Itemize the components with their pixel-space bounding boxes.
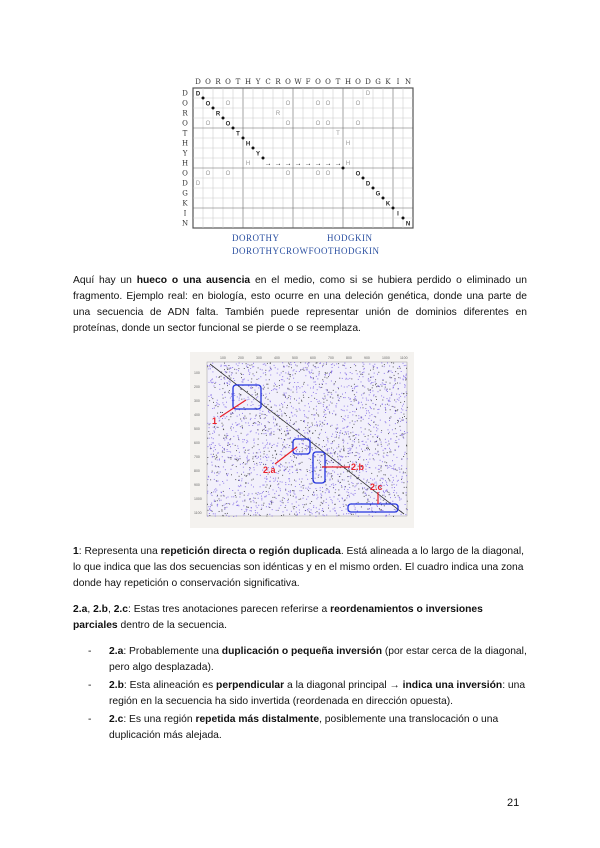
path-letter: G	[375, 191, 381, 198]
top-letter: T	[235, 78, 241, 86]
x-tick-label: 200	[238, 356, 244, 360]
top-letter: K	[385, 78, 391, 86]
match-dot: H	[345, 141, 351, 147]
match-dot: O	[205, 121, 211, 127]
match-dot: O	[205, 171, 211, 177]
arrow-icon: →	[274, 160, 282, 168]
path-letter: I	[397, 211, 399, 218]
x-tick-label: 400	[274, 356, 280, 360]
side-letter: D	[182, 89, 188, 98]
x-tick-label: 900	[364, 356, 370, 360]
match-dot: D	[365, 91, 371, 97]
match-dot: O	[225, 101, 231, 107]
path-letter: O	[355, 171, 361, 178]
match-dot: D	[195, 181, 201, 187]
match-dot: R	[275, 111, 281, 117]
path-dot	[402, 217, 405, 220]
arrow-icon: →	[264, 160, 272, 168]
top-letter: R	[215, 78, 221, 86]
top-letter: D	[195, 78, 201, 86]
dotplot-dorothy-hodgkin	[180, 74, 420, 234]
caption-seq-b: DOROTHYCROWFOOTHODGKIN	[232, 246, 380, 256]
path-dot	[372, 187, 375, 190]
label-2a: 2.a	[263, 465, 276, 475]
y-tick-label: 1000	[194, 497, 202, 501]
paragraph-repeticion: 1: Representa una repetición directa o región duplicada. Está alineada a lo largo de la diagonal, lo que indica que las dos secuencias son idénticas y en el mismo orden. El cuadro indica una zona donde hay repetición o conservación significativa.	[73, 546, 525, 589]
match-dot: H	[345, 161, 351, 167]
x-tick-label: 300	[256, 356, 262, 360]
path-letter: H	[245, 141, 251, 148]
arrow-icon: →	[294, 160, 302, 168]
top-letter: C	[265, 78, 271, 86]
path-letter: O	[205, 101, 211, 108]
y-tick-label: 200	[194, 385, 200, 389]
x-tick-label: 700	[328, 356, 334, 360]
side-letter: O	[182, 99, 188, 108]
paragraph-reordenamientos: 2.a, 2.b, 2.c: Estas tres anotaciones parecen referirse a reordenamientos o inversiones parciales dentro de la secuencia.	[73, 604, 483, 631]
x-tick-label: 1100	[400, 356, 408, 360]
side-letter: T	[182, 129, 188, 138]
top-letter: O	[355, 78, 361, 86]
match-dot: O	[225, 171, 231, 177]
top-letter: D	[365, 78, 371, 86]
top-letter: Y	[255, 78, 261, 86]
side-letter: O	[182, 169, 188, 178]
dotplot-sequence-figure	[190, 352, 414, 528]
y-tick-label: 800	[194, 469, 200, 473]
y-tick-label: 1100	[194, 511, 202, 515]
path-dot	[262, 157, 265, 160]
side-letter: D	[182, 179, 188, 188]
side-letter: R	[182, 109, 188, 118]
path-dot	[252, 147, 255, 150]
path-letter: O	[225, 121, 231, 128]
top-letter: O	[325, 78, 331, 86]
top-letter: F	[305, 78, 311, 86]
path-dot	[382, 197, 385, 200]
match-dot: O	[315, 171, 321, 177]
y-tick-label: 300	[194, 399, 200, 403]
arrow-icon: →	[304, 160, 312, 168]
page-number: 21	[507, 797, 520, 809]
x-tick-label: 500	[292, 356, 298, 360]
side-letter: Y	[182, 149, 188, 158]
top-letter: O	[205, 78, 211, 86]
match-dot: O	[355, 101, 361, 107]
list-item: - 2.c: Es una región repetida más distalmente, posiblemente una translocación o una duplicación más alejada.	[88, 712, 528, 744]
match-dot: O	[285, 171, 291, 177]
path-dot	[362, 177, 365, 180]
top-letter: N	[404, 78, 412, 86]
path-dot	[342, 167, 345, 170]
y-tick-label: 500	[194, 427, 200, 431]
label-2c: 2.c	[370, 482, 383, 492]
label-1: 1	[212, 416, 218, 426]
x-tick-label: 1000	[382, 356, 390, 360]
path-letter: D	[365, 181, 371, 188]
match-dot: O	[325, 171, 331, 177]
top-letter: O	[285, 78, 291, 86]
y-tick-label: 700	[194, 455, 200, 459]
arrow-icon: →	[314, 160, 322, 168]
y-tick-label: 600	[194, 441, 200, 445]
side-letter: H	[181, 139, 189, 148]
match-dot: O	[355, 121, 361, 127]
path-letter: T	[236, 131, 240, 138]
match-dot: O	[315, 101, 321, 107]
top-letter: T	[335, 78, 341, 86]
y-tick-label: 900	[194, 483, 200, 487]
path-dot	[202, 97, 205, 100]
caption-seq-a-left: DOROTHY	[232, 233, 280, 243]
top-letter: R	[275, 78, 281, 86]
path-letter: D	[195, 91, 201, 98]
path-letter: Y	[255, 151, 261, 158]
top-letter: G	[375, 78, 381, 86]
path-letter: N	[405, 221, 411, 228]
y-tick-label: 100	[194, 371, 200, 375]
match-dot: H	[245, 161, 251, 167]
list-item: - 2.a: Probablemente una duplicación o pequeña inversión (por estar cerca de la diagonal, pero algo desplazada).	[88, 644, 528, 676]
path-dot	[222, 117, 225, 120]
match-dot: O	[285, 121, 291, 127]
match-dot: O	[325, 101, 331, 107]
top-letter: W	[294, 78, 302, 86]
path-dot	[212, 107, 215, 110]
path-dot	[232, 127, 235, 130]
arrow-icon: →	[284, 160, 292, 168]
x-tick-label: 100	[220, 356, 226, 360]
side-letter: H	[181, 159, 189, 168]
paragraph-hueco: Aquí hay un hueco o una ausencia en el medio, como si se hubiera perdido o eliminado un fragmento. Ejemplo real: en biología, esto ocurre en una deleción genética, donde una parte de una secuencia de ADN falta. También puede representar unión de dominios diferentes en proteínas, donde un sector funcional se pierde o se reemplaza.	[73, 275, 527, 334]
match-dot: O	[285, 101, 291, 107]
match-dot: O	[325, 121, 331, 127]
side-letter: K	[182, 199, 188, 208]
y-tick-label: 400	[194, 413, 200, 417]
top-letter: O	[225, 78, 231, 86]
top-letter: H	[244, 78, 252, 86]
arrow-icon: →	[334, 160, 342, 168]
match-dot: O	[315, 121, 321, 127]
top-letter: H	[344, 78, 352, 86]
label-2b: 2.b	[351, 462, 365, 472]
top-letter: O	[315, 78, 321, 86]
side-letter: G	[182, 189, 188, 198]
side-letter: O	[182, 119, 188, 128]
x-tick-label: 800	[346, 356, 352, 360]
bullet-list	[88, 644, 528, 746]
path-dot	[242, 137, 245, 140]
caption-seq-a-right: HODGKIN	[327, 233, 373, 243]
side-letter: N	[181, 219, 189, 228]
match-dot: T	[336, 131, 340, 137]
list-item: - 2.b: Esta alineación es perpendicular a la diagonal principal → indica una inversión: una región en la secuencia ha sido invertida (reordenada en dirección opuesta).	[88, 678, 528, 710]
x-tick-label: 600	[310, 356, 316, 360]
path-letter: R	[215, 111, 221, 118]
arrow-icon: →	[324, 160, 332, 168]
path-letter: K	[385, 201, 391, 208]
side-letter: I	[183, 209, 187, 218]
path-dot	[392, 207, 395, 210]
top-letter: I	[396, 78, 400, 86]
